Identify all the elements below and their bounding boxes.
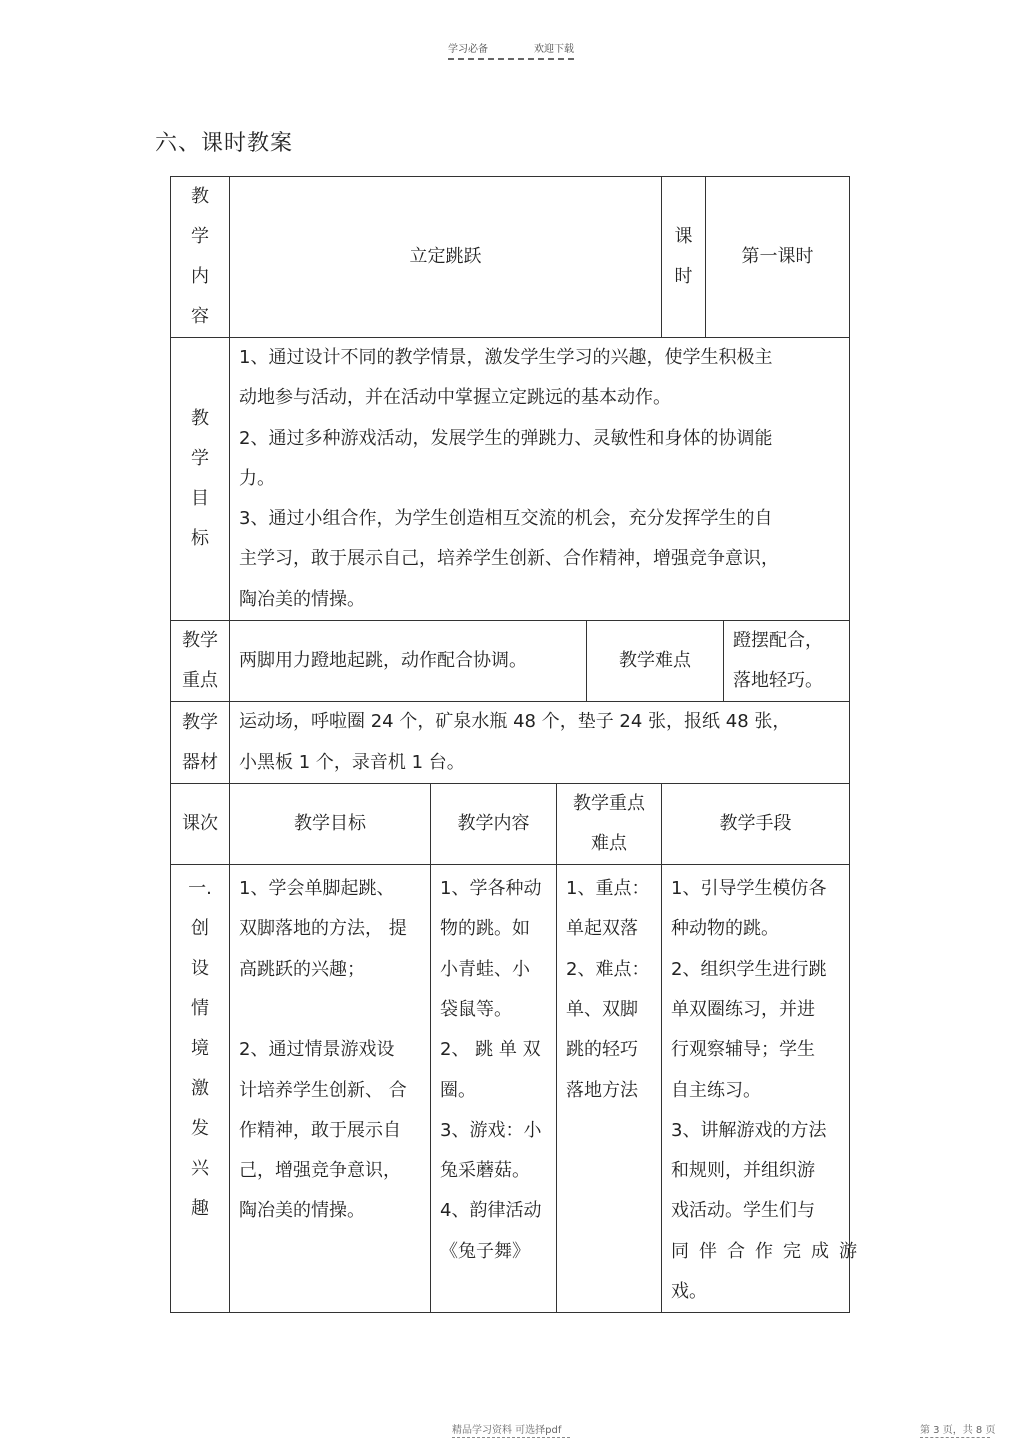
key-value: 两脚用力蹬地起跳，动作配合协调。 xyxy=(230,621,587,702)
goals-line: 2、通过多种游戏活动，发展学生的弹跳力、灵敏性和身体的协调能 xyxy=(239,427,773,449)
header-content: 教学内容 xyxy=(431,784,557,865)
lesson-goal-line: 作精神，敢于展示自 xyxy=(239,1119,401,1141)
lesson-content-line: 兔采蘑菇。 xyxy=(440,1160,530,1182)
lesson-content-line: 1、学各种动 xyxy=(440,878,542,900)
lesson-content-line: 2、 跳 单 双 xyxy=(440,1039,541,1061)
lesson-key-line: 跳的轻巧 xyxy=(566,1039,638,1061)
lesson-method-line: 自主练习。 xyxy=(671,1079,761,1101)
goals-text xyxy=(230,338,850,621)
period-value: 第一课时 xyxy=(706,177,850,338)
lesson-row xyxy=(171,865,850,1313)
header-key: 教学重点 难点 xyxy=(557,784,662,865)
key-row xyxy=(171,621,850,702)
header-goal: 教学目标 xyxy=(230,784,431,865)
goals-row xyxy=(171,338,850,621)
lesson-content-line: 圈。 xyxy=(440,1079,476,1101)
lesson-method-line: 戏。 xyxy=(671,1281,707,1303)
period-label: 课 时 xyxy=(662,177,706,338)
equipment-row xyxy=(171,702,850,784)
lesson-method-line: 种动物的跳。 xyxy=(671,918,779,940)
lesson-goal-line: 高跳跃的兴趣； xyxy=(239,958,365,980)
lesson-method-line: 和规则，并组织游 xyxy=(671,1160,815,1182)
content-label: 教 学 内 容 xyxy=(171,177,230,338)
lesson-content-line: 4、韵律活动 xyxy=(440,1200,542,1222)
lesson-content-cell xyxy=(431,865,557,1313)
goals-label: 教 学 目 标 xyxy=(171,338,230,621)
lesson-key-line: 1、重点： xyxy=(566,878,650,900)
lesson-label: 一. 创 设 情 境 激 发 兴 趣 xyxy=(171,865,230,1313)
equipment-line: 运动场，呼啦圈 24 个，矿泉水瓶 48 个，垫子 24 张，报纸 48 张， xyxy=(239,711,791,733)
lesson-method-line: 单双圈练习，并进 xyxy=(671,998,815,1020)
header-method: 教学手段 xyxy=(662,784,850,865)
header-left-text: 学习必备 xyxy=(448,44,488,55)
lesson-key-line: 2、难点： xyxy=(566,958,650,980)
header-divider xyxy=(448,58,574,60)
equipment-line: 小黑板 1 个，录音机 1 台。 xyxy=(239,751,465,773)
lesson-key-line: 单、双脚 xyxy=(566,998,638,1020)
key-label: 教学 重点 xyxy=(171,621,230,702)
lesson-goal-line: 1、学会单脚起跳、 xyxy=(239,878,395,900)
goals-line: 陶冶美的情操。 xyxy=(239,588,365,610)
goals-line: 动地参与活动，并在活动中掌握立定跳远的基本动作。 xyxy=(239,387,671,409)
page-header xyxy=(448,40,574,55)
footer-left-divider xyxy=(452,1437,570,1438)
lesson-goal-line: 计培养学生创新、 合 xyxy=(239,1079,407,1101)
column-header-row xyxy=(171,784,850,865)
lesson-method-line: 戏活动。学生们与 xyxy=(671,1200,815,1222)
lesson-goal-line: 陶冶美的情操。 xyxy=(239,1200,365,1222)
lesson-goal-cell xyxy=(230,865,431,1313)
goals-line: 1、通过设计不同的教学情景，激发学生学习的兴趣，使学生积极主 xyxy=(239,347,773,368)
lesson-plan-table xyxy=(170,176,867,1313)
lesson-content-line: 《兔子舞》 xyxy=(440,1240,530,1262)
lesson-content-line: 袋鼠等。 xyxy=(440,998,512,1020)
footer-right-divider xyxy=(920,1437,990,1438)
lesson-method-line: 同伴合作完成游 xyxy=(671,1240,867,1262)
lesson-method-line: 1、引导学生模仿各 xyxy=(671,878,827,900)
lesson-goal-line xyxy=(239,990,424,1030)
content-value: 立定跳跃 xyxy=(230,177,662,338)
lesson-goal-line: 2、通过情景游戏设 xyxy=(239,1039,395,1061)
lesson-content-line: 物的跳。如 xyxy=(440,918,530,940)
equipment-label: 教学 器材 xyxy=(171,702,230,784)
lesson-content-line: 3、游戏：小 xyxy=(440,1119,542,1141)
lesson-method-line: 3、讲解游戏的方法 xyxy=(671,1119,827,1141)
lesson-method-line: 行观察辅导；学生 xyxy=(671,1039,815,1061)
header-right-text: 欢迎下载 xyxy=(534,44,574,55)
lesson-content-line: 小青蛙、小 xyxy=(440,958,530,980)
content-row xyxy=(171,177,850,338)
goals-line: 主学习，敢于展示自己，培养学生创新、合作精神，增强竞争意识， xyxy=(239,548,779,570)
footer-page-number: 第 3 页，共 8 页 xyxy=(920,1425,996,1436)
lesson-method-line: 2、组织学生进行跳 xyxy=(671,958,827,980)
difficulty-value: 蹬摆配合， 落地轻巧。 xyxy=(724,621,850,702)
equipment-text xyxy=(230,702,850,784)
lesson-method-cell xyxy=(662,865,867,1313)
lesson-key-cell xyxy=(557,865,662,1313)
lesson-goal-line: 双脚落地的方法， 提 xyxy=(239,918,407,940)
footer-left-text: 精品学习资料 可选择pdf xyxy=(452,1425,562,1436)
goals-line: 力。 xyxy=(239,467,275,489)
lesson-goal-line: 己，增强竞争意识， xyxy=(239,1160,401,1182)
section-title: 六、课时教案 xyxy=(155,131,294,156)
goals-line: 3、通过小组合作，为学生创造相互交流的机会，充分发挥学生的自 xyxy=(239,508,773,530)
difficulty-label: 教学难点 xyxy=(587,621,724,702)
lesson-key-line: 落地方法 xyxy=(566,1079,638,1101)
header-lesson: 课次 xyxy=(171,784,230,865)
lesson-key-line: 单起双落 xyxy=(566,918,638,940)
